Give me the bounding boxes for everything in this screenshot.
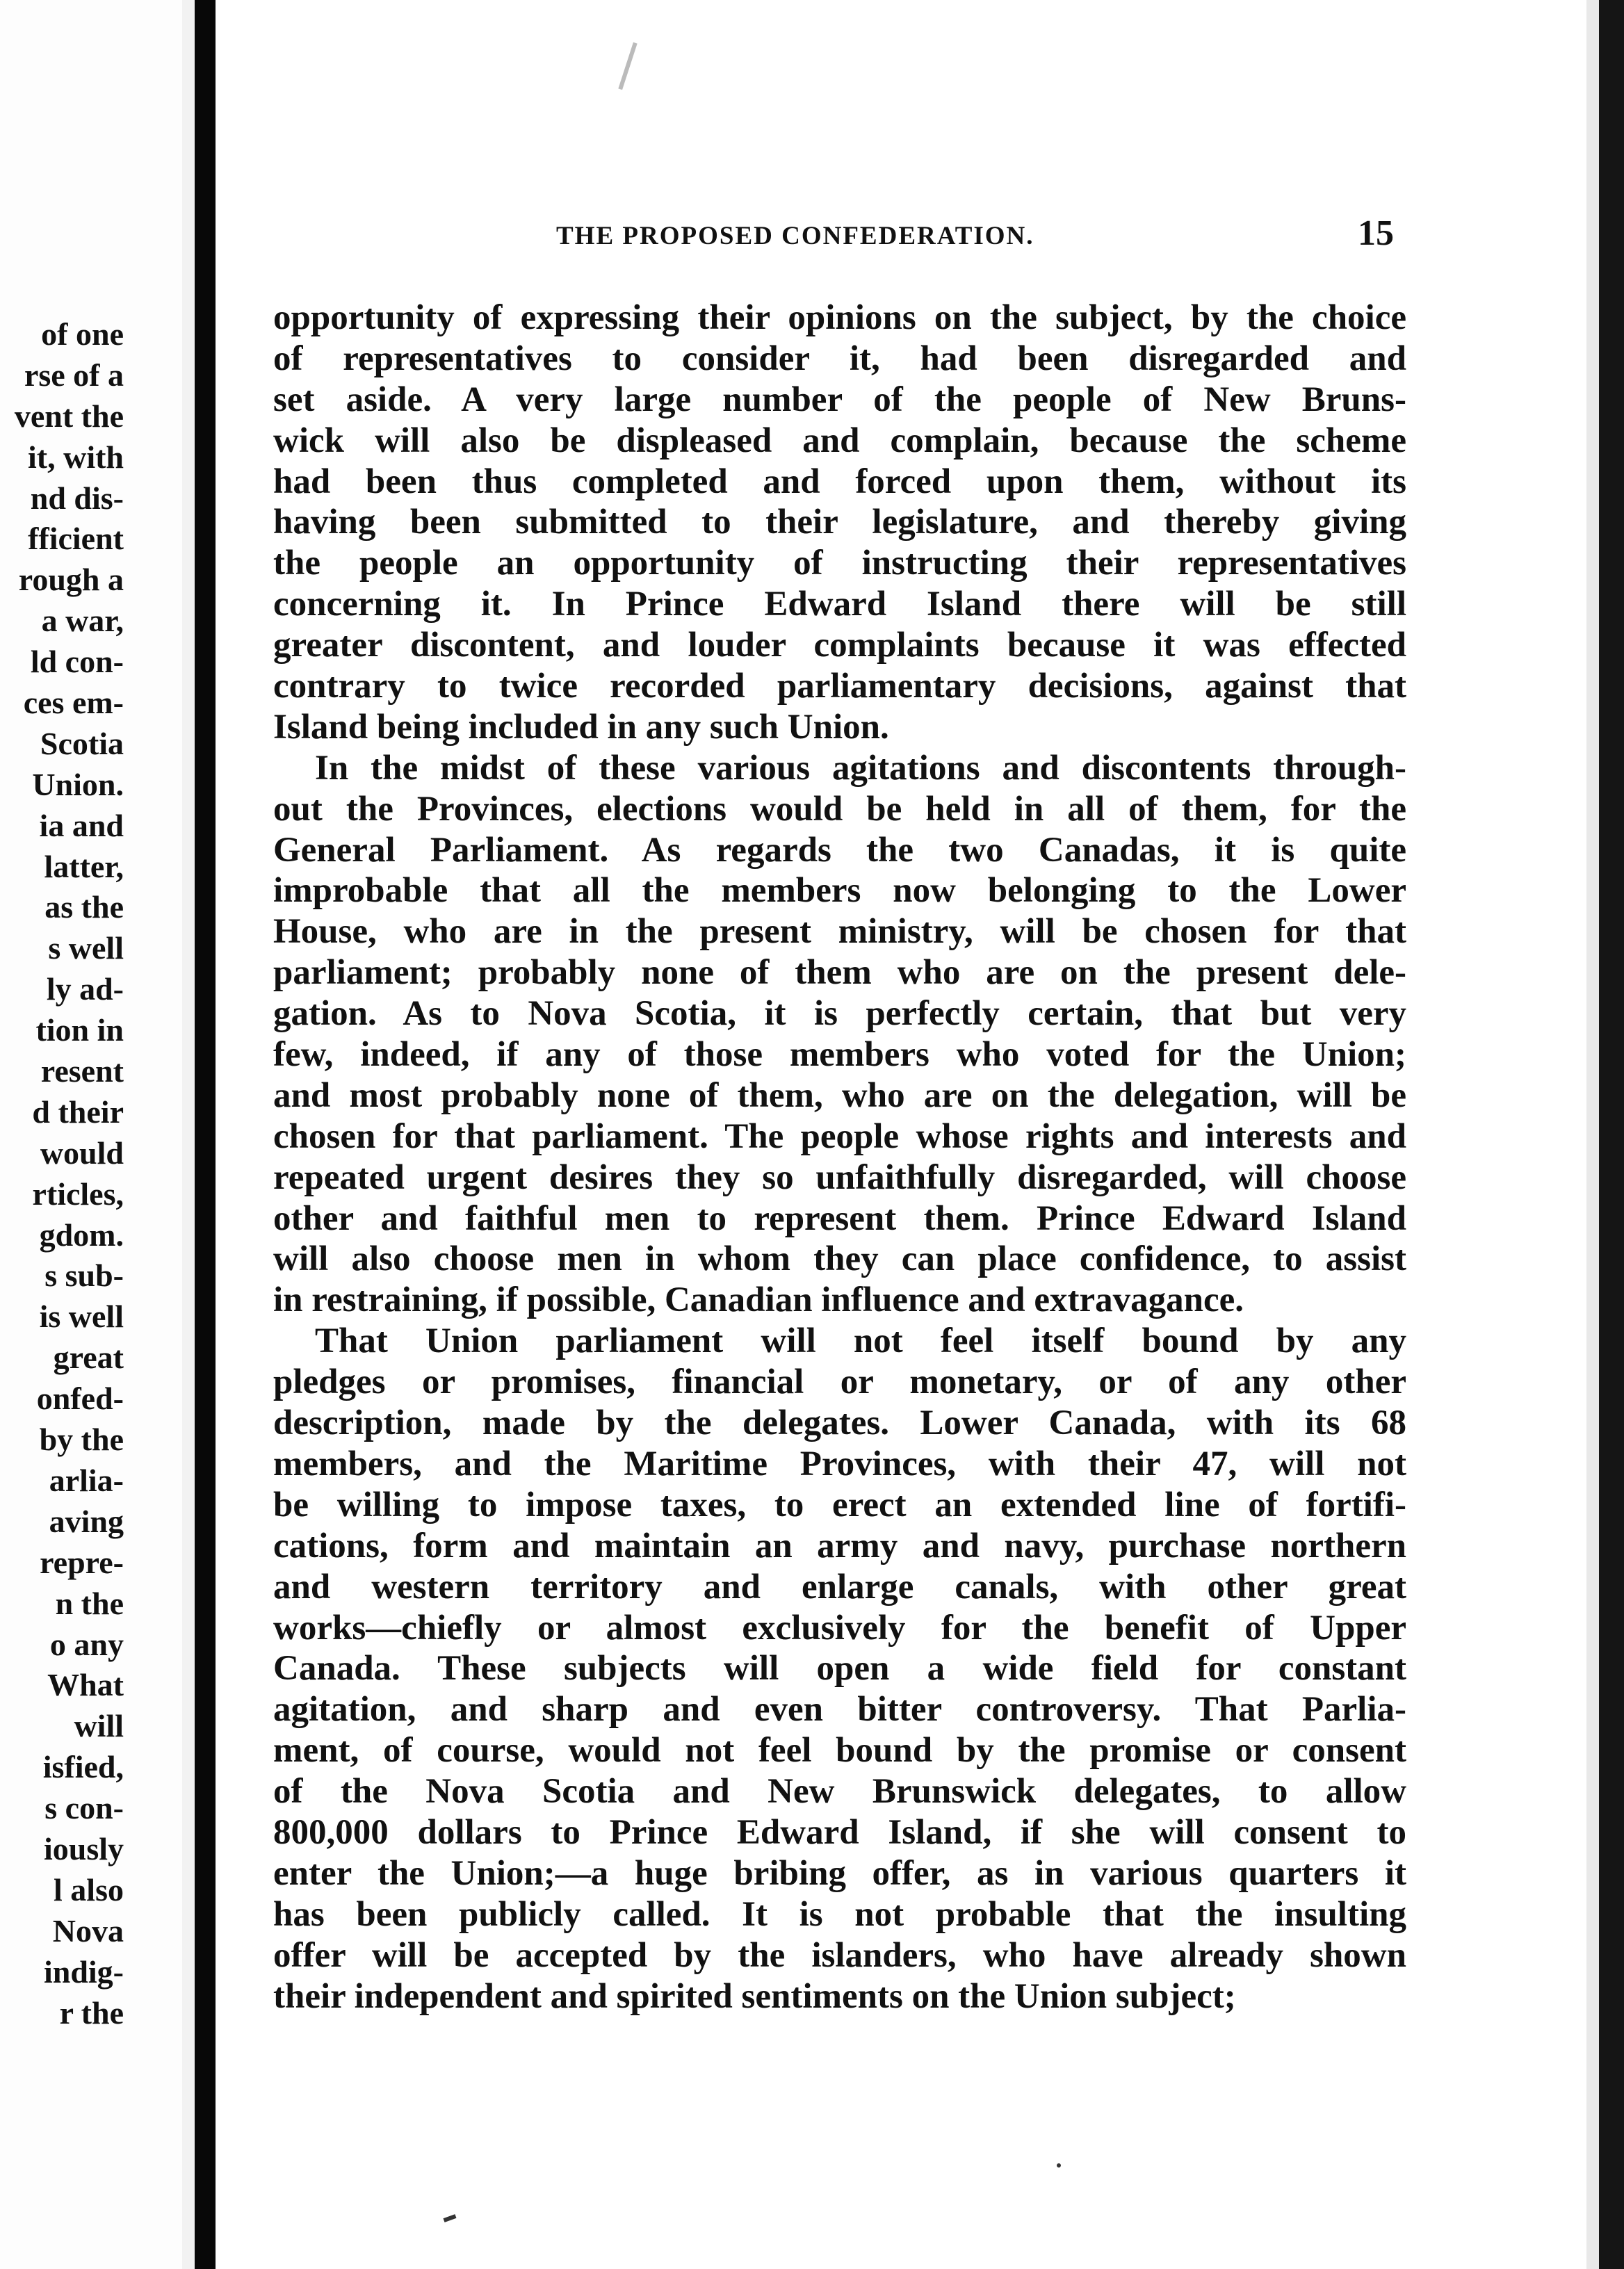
text-line: works—chiefly or almost exclusively for the benefit of Upper xyxy=(273,1608,1406,1648)
text-line: other and faithful men to represent them. Prince Edward Island xyxy=(273,1198,1406,1238)
left-page-fragment: iously xyxy=(43,1830,124,1867)
text-line: improbable that all the members now belonging to the Lower xyxy=(273,871,1406,911)
left-page-fragment: rough a xyxy=(18,562,124,598)
text-line: has been publicly called. It is not probable that the insulting xyxy=(273,1894,1406,1934)
body-text xyxy=(273,298,1406,2017)
left-page-fragment: great xyxy=(53,1340,124,1376)
left-page-fragment: Scotia xyxy=(40,725,124,761)
left-page-fragment: repre- xyxy=(40,1544,124,1580)
text-line: wick will also be displeased and complain, because the scheme xyxy=(273,421,1406,460)
text-line: Canada. These subjects will open a wide field for constant xyxy=(273,1649,1406,1689)
left-page-fragment: as the xyxy=(44,889,124,925)
text-line: 800,000 dollars to Prince Edward Island, if she will consent to xyxy=(273,1812,1406,1852)
text-line: and western territory and enlarge canals, with other great xyxy=(273,1567,1406,1607)
left-page-fragment: gdom. xyxy=(39,1217,124,1253)
text-line: In the midst of these various agitations and discontents through- xyxy=(315,748,1406,788)
text-line: and most probably none of them, who are on the delegation, will be xyxy=(273,1075,1406,1115)
text-line: of representatives to consider it, had been disregarded and xyxy=(273,339,1406,378)
text-line: gation. As to Nova Scotia, it is perfectly certain, that but very xyxy=(273,994,1406,1034)
left-page-fragment: l also xyxy=(54,1871,124,1908)
left-page-fragment: of one xyxy=(41,316,124,352)
left-page-fragment: fficient xyxy=(28,521,124,557)
text-line: be willing to impose taxes, to erect an extended line of fortifi- xyxy=(273,1485,1406,1524)
page-number: 15 xyxy=(1358,213,1394,253)
text-line: of the Nova Scotia and New Brunswick delegates, to allow xyxy=(273,1772,1406,1812)
left-page-fragment: indig- xyxy=(43,1953,124,1990)
left-page-fragment: Union. xyxy=(32,766,124,802)
paragraph xyxy=(273,1321,1406,2017)
text-line: greater discontent, and louder complaints because it was effected xyxy=(273,626,1406,665)
left-page-fragment: resent xyxy=(40,1053,124,1089)
text-line: House, who are in the present ministry, will be chosen for that xyxy=(273,912,1406,952)
left-page-fragment: it, with xyxy=(28,439,124,475)
left-page-fragment: by the xyxy=(39,1422,124,1458)
left-page-fragment: onfed- xyxy=(36,1381,124,1417)
right-page-edge xyxy=(1599,0,1624,2269)
ink-dot xyxy=(1057,2163,1061,2168)
left-page-fragment: What xyxy=(47,1667,124,1703)
text-line: Island being included in any such Union. xyxy=(273,707,889,747)
text-line: repeated urgent desires they so unfaithfully disregarded, will choose xyxy=(273,1157,1406,1197)
text-line: members, and the Maritime Provinces, with their 47, will not xyxy=(273,1444,1406,1483)
running-head: THE PROPOSED CONFEDERATION. xyxy=(556,222,1034,250)
pencil-mark xyxy=(618,42,637,90)
text-line: the people an opportunity of instructing their representatives xyxy=(273,544,1406,583)
left-page-fragment: arlia- xyxy=(49,1462,124,1498)
left-page-fragment: s well xyxy=(48,930,124,966)
left-page-fragment: o any xyxy=(49,1626,124,1662)
text-line: description, made by the delegates. Lower Canada, with its 68 xyxy=(273,1404,1406,1443)
text-line: in restraining, if possible, Canadian influence and extravagance. xyxy=(273,1280,1244,1320)
left-page-fragment: latter, xyxy=(44,848,124,884)
text-line: pledges or promises, financial or monetary, or of any other xyxy=(273,1363,1406,1402)
text-line: set aside. A very large number of the people of New Bruns- xyxy=(273,380,1406,419)
text-line: enter the Union;—a huge bribing offer, as in various quarters it xyxy=(273,1853,1406,1893)
left-page-fragment: rse of a xyxy=(24,357,124,393)
left-page-fragment: would xyxy=(40,1134,124,1171)
left-page-fragment: s sub- xyxy=(44,1258,124,1294)
text-line: few, indeed, if any of those members who voted for the Union; xyxy=(273,1035,1406,1075)
left-page-fragment: nd dis- xyxy=(30,480,124,516)
left-page-fragment: Nova xyxy=(52,1912,124,1949)
left-page xyxy=(0,0,182,2269)
text-line: contrary to twice recorded parliamentary decisions, against that xyxy=(273,667,1406,706)
left-page-fragment: ld con- xyxy=(30,644,124,680)
left-page-fragment: a war, xyxy=(41,603,124,639)
paragraph xyxy=(273,748,1406,1321)
left-page-fragment: tion in xyxy=(35,1012,124,1048)
text-line: General Parliament. As regards the two Canadas, it is quite xyxy=(273,830,1406,870)
left-page-fragment: ly ad- xyxy=(46,971,124,1007)
left-page-text-fragments xyxy=(0,314,124,2033)
left-page-fragment: aving xyxy=(49,1503,124,1539)
text-line: ment, of course, would not feel bound by the promise or consent xyxy=(273,1731,1406,1771)
left-page-fragment: will xyxy=(74,1708,124,1744)
text-line: opportunity of expressing their opinions on the subject, by the choice xyxy=(273,298,1406,337)
left-page-fragment: vent the xyxy=(14,398,124,434)
left-page-fragment: ia and xyxy=(39,807,124,843)
ink-mark xyxy=(444,2214,457,2222)
left-page-fragment: is well xyxy=(39,1299,124,1335)
text-line: chosen for that parliament. The people whose rights and interests and xyxy=(273,1116,1406,1156)
text-line: parliament; probably none of them who are on the present dele- xyxy=(273,953,1406,993)
left-page-fragment: d their xyxy=(32,1093,124,1130)
left-page-fragment: n the xyxy=(55,1585,124,1621)
paragraph xyxy=(273,298,1406,748)
text-line: their independent and spirited sentiments on the Union subject; xyxy=(273,1976,1236,2016)
text-line: having been submitted to their legislature, and thereby giving xyxy=(273,503,1406,542)
left-page-fragment: isfied, xyxy=(42,1749,124,1785)
text-line: had been thus completed and forced upon them, without its xyxy=(273,462,1406,501)
book-gutter xyxy=(195,0,216,2269)
text-line: concerning it. In Prince Edward Island there will be still xyxy=(273,585,1406,624)
left-page-fragment: r the xyxy=(59,1994,124,2031)
text-line: will also choose men in whom they can place confidence, to assist xyxy=(273,1239,1406,1279)
text-line: agitation, and sharp and even bitter controversy. That Parlia- xyxy=(273,1690,1406,1730)
text-line: cations, form and maintain an army and navy, purchase northern xyxy=(273,1526,1406,1565)
left-page-fragment: s con- xyxy=(44,1790,124,1826)
text-line: offer will be accepted by the islanders, who have already shown xyxy=(273,1935,1406,1975)
text-line: That Union parliament will not feel itself bound by any xyxy=(315,1321,1406,1361)
left-page-fragment: rticles, xyxy=(32,1176,124,1212)
text-line: out the Provinces, elections would be held in all of them, for the xyxy=(273,789,1406,829)
left-page-fragment: ces em- xyxy=(23,685,124,721)
